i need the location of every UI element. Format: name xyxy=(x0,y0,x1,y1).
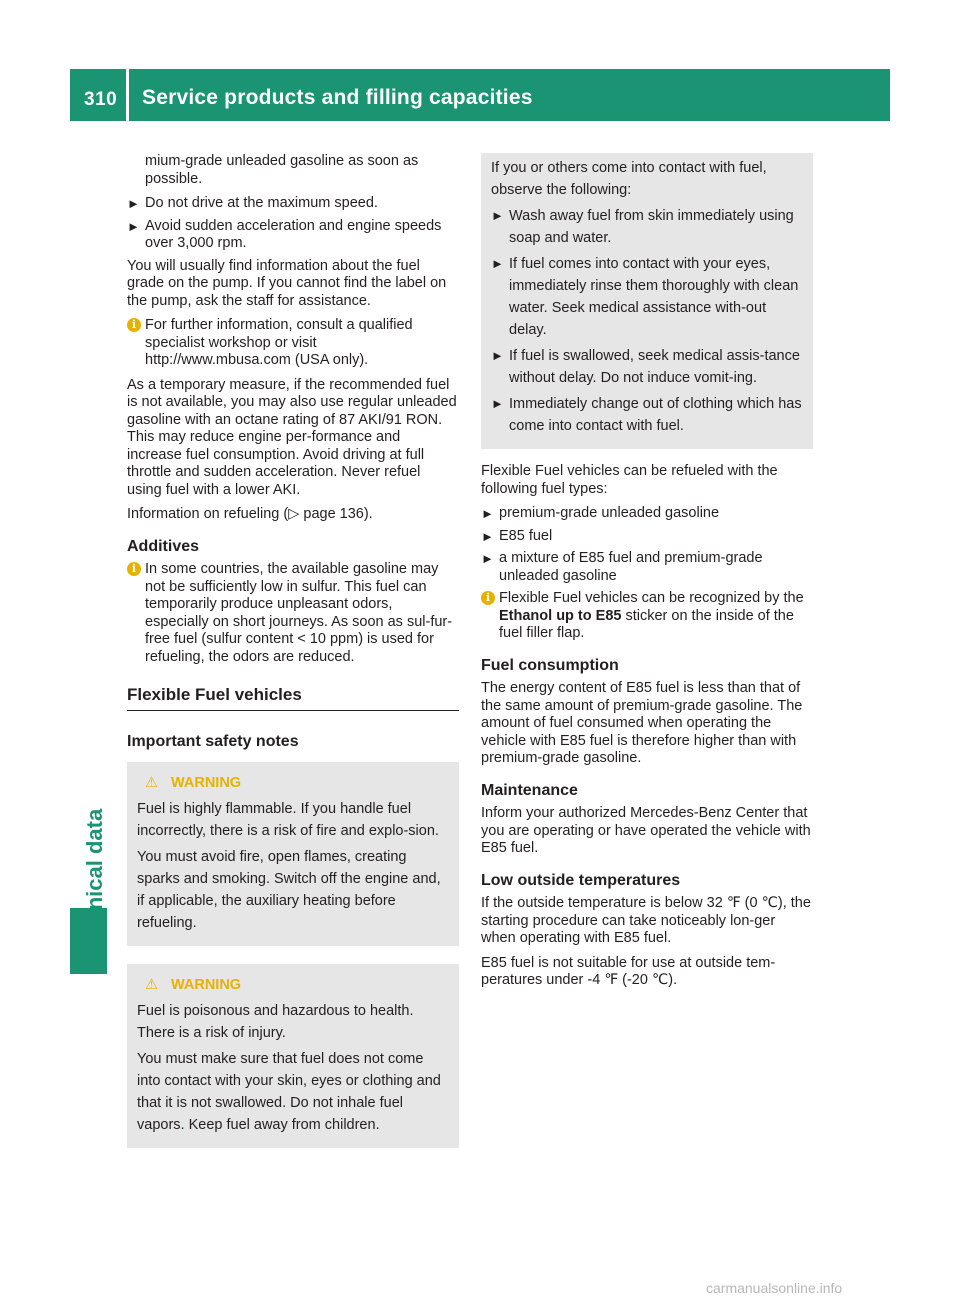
safety-heading: Important safety notes xyxy=(127,732,299,750)
consumption-heading: Fuel consumption xyxy=(481,656,619,674)
list-item xyxy=(491,205,803,249)
warning-triangle-icon: ⚠ xyxy=(145,775,158,791)
warning-title: WARNING xyxy=(171,977,242,993)
pump-paragraph: You will usually find information about the fuel grade on the pump. If you cannot find the label on the pump, ask the staff for assistance. xyxy=(127,257,447,309)
bullet-icon: ► xyxy=(491,396,504,411)
bullet-icon: ► xyxy=(481,551,494,566)
list-item-text: a mixture of E85 fuel and premium-grade unleaded gasoline xyxy=(499,550,763,584)
bullet-icon: ► xyxy=(127,218,140,234)
warning-triangle-icon: ⚠ xyxy=(145,977,158,993)
page-number: 310 xyxy=(84,89,118,110)
list-item xyxy=(481,505,813,523)
warning-box xyxy=(127,762,459,946)
info-icon: i xyxy=(127,562,141,576)
list-item-text: Wash away fuel from skin immediately using soap and water. xyxy=(509,208,794,246)
watermark: carmanualsonline.info xyxy=(706,1280,843,1296)
maintenance-text: Inform your authorized Mercedes-Benz Center that you are operating or have operated the vehicle with E85 fuel. xyxy=(481,805,811,856)
consumption-text: The energy content of E85 fuel is less than that of the same amount of premium-grade gasoline. The amount of fuel consumed when operating the vehicle with E85 fuel is therefore higher than with premium-grade gasoline. xyxy=(481,680,803,766)
warning-text: You must avoid fire, open flames, creating sparks and smoking. Switch off the engine and, if applicable, the auxiliary heating before refueling. xyxy=(137,849,441,931)
list-item-text: E85 fuel xyxy=(499,527,553,544)
page-header xyxy=(70,69,890,121)
list-item-text: Immediately change out of clothing which has come into contact with fuel. xyxy=(509,396,802,434)
additives-heading: Additives xyxy=(127,537,200,555)
warning-header xyxy=(137,974,449,996)
bullet-icon: ► xyxy=(491,348,504,363)
info-icon: i xyxy=(481,591,495,605)
info-note xyxy=(481,590,813,643)
section-heading: Flexible Fuel vehicles xyxy=(127,686,459,711)
info-icon: i xyxy=(127,318,141,332)
bullet-icon: ► xyxy=(491,256,504,271)
list-item xyxy=(127,195,459,213)
warning-text: Fuel is highly flammable. If you handle fuel incorrectly, there is a risk of fire and explo-sion. xyxy=(137,801,439,839)
low-temp-heading: Low outside temperatures xyxy=(481,871,681,889)
right-column xyxy=(481,153,813,997)
warning-text: You must make sure that fuel does not come into contact with your skin, eyes or clothing and that it is not swallowed. Do not inhale fuel vapors. Keep fuel away from children. xyxy=(137,1051,441,1133)
list-item-text: Avoid sudden acceleration and engine speeds over 3,000 rpm. xyxy=(145,217,442,251)
list-item xyxy=(491,253,803,341)
safety-box-intro: If you or others come into contact with fuel, observe the following: xyxy=(491,160,767,198)
info-note-text: For further information, consult a qualified specialist workshop or visit http://www.mbusa.com (USA only). xyxy=(145,317,413,368)
intro-continuation: mium-grade unleaded gasoline as soon as possible. xyxy=(145,153,419,187)
low-temp-text: If the outside temperature is below 32 ℉ (0 ℃), the starting procedure can take noticeably lon-ger when operating with E85 fuel. xyxy=(481,895,811,946)
list-item xyxy=(491,345,803,389)
page-title: Service products and filling capacities xyxy=(142,86,533,109)
side-tab-label: Technical data xyxy=(82,808,107,960)
bullet-icon: ► xyxy=(481,506,494,521)
info-note-text: In some countries, the available gasoline may not be sufficiently low in sulfur. This fuel can temporarily produce unpleasant odors, especially on short journeys. As soon as sul-fur-free fuel (sulfur content < 10 ppm) is used for refueling, the odors are reduced. xyxy=(145,561,453,665)
bullet-icon: ► xyxy=(491,208,504,223)
safety-box xyxy=(481,153,813,449)
warning-header xyxy=(137,772,449,794)
list-item-text: premium-grade unleaded gasoline xyxy=(499,505,720,521)
warning-title: WARNING xyxy=(171,775,242,791)
info-note-text: Flexible Fuel vehicles can be recognized by the xyxy=(499,590,804,606)
left-column xyxy=(127,153,459,1148)
maintenance-heading: Maintenance xyxy=(481,781,578,799)
header-divider xyxy=(126,69,129,121)
bullet-icon: ► xyxy=(481,528,494,544)
sticker-name: Ethanol up to E85 xyxy=(499,607,622,624)
list-item-text: If fuel comes into contact with your eyes, immediately rinse them thoroughly with clean water. Seek medical assistance with-out delay. xyxy=(509,256,799,338)
list-item xyxy=(127,218,459,253)
list-item xyxy=(481,528,813,546)
warning-box xyxy=(127,964,459,1148)
info-note-text: sticker on the inside of the fuel filler flap. xyxy=(499,607,794,641)
list-item-text: If fuel is swallowed, seek medical assis-tance without delay. Do not induce vomit-ing. xyxy=(509,348,800,386)
refueling-reference[interactable]: Information on refueling (▷ page 136). xyxy=(127,506,373,522)
list-item-text: Do not drive at the maximum speed. xyxy=(145,195,378,211)
warning-text: Fuel is poisonous and hazardous to health. There is a risk of injury. xyxy=(137,1003,414,1041)
low-temp-text: E85 fuel is not suitable for use at outside tem-peratures under -4 ℉ (-20 ℃). xyxy=(481,954,776,988)
list-item xyxy=(491,393,803,437)
fuel-types-intro: Flexible Fuel vehicles can be refueled with the following fuel types: xyxy=(481,463,778,497)
info-note xyxy=(127,561,459,666)
list-item xyxy=(481,550,813,585)
info-note xyxy=(127,317,459,370)
temporary-measure-paragraph: As a temporary measure, if the recommended fuel is not available, you may also use regular unleaded gasoline with an octane rating of 87 AKI/91 RON. This may reduce engine per-formance and increase fuel consumption. Avoid driving at full throttle and sudden acceleration. Never refuel using fuel with a lower AKI. xyxy=(127,376,457,498)
bullet-icon: ► xyxy=(127,196,140,211)
